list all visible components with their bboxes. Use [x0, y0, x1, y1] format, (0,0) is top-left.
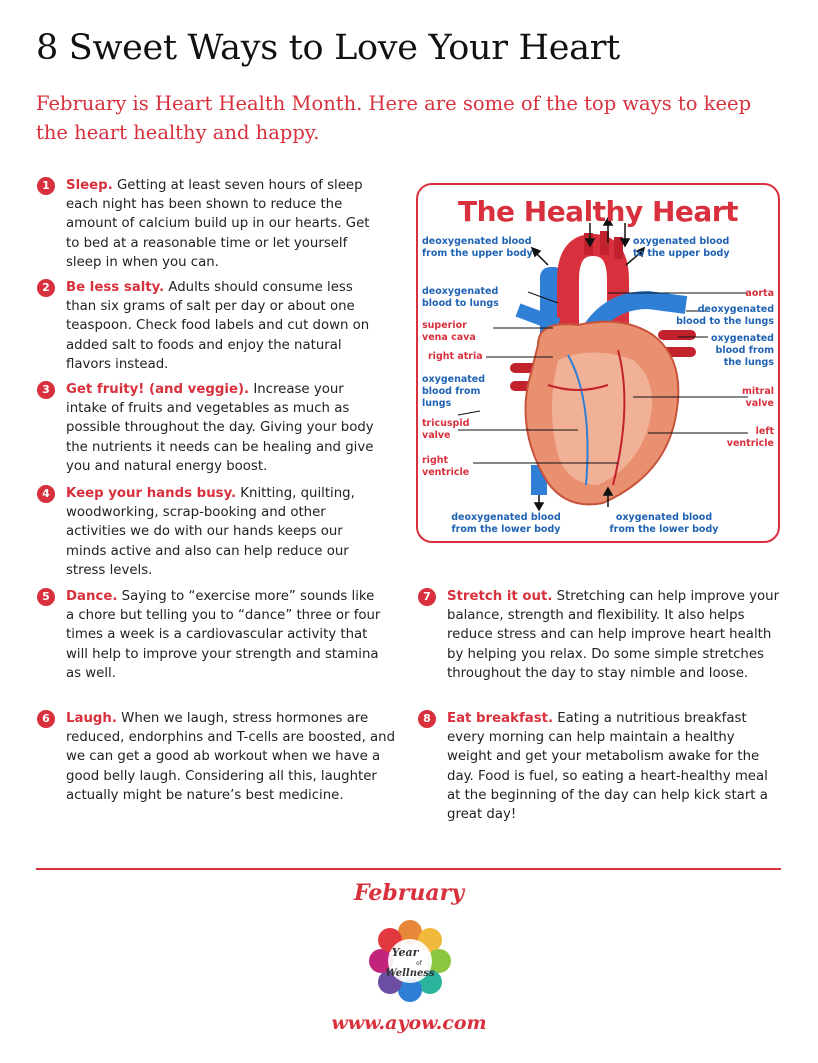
label-tricuspid-valve: tricuspid valve [422, 418, 470, 441]
tip-body: Knitting, quilting, woodworking, scrap-booking and other activities we do with our hands keeps our minds active and also can help reduce our stress levels. [66, 486, 355, 578]
label-mitral-valve: mitral valve [741, 386, 774, 409]
label-right-atria: right atria [428, 351, 483, 362]
tip-number-badge: 6 [37, 710, 55, 728]
logo-text-year: Year [391, 946, 419, 959]
tip-heading: Keep your hands busy. [66, 486, 237, 501]
logo-text-of: of [416, 960, 422, 967]
tip-heading: Laugh. [66, 711, 117, 726]
tip-number-badge: 8 [418, 710, 436, 728]
label-superior-vena-cava: superior vena cava [422, 320, 476, 343]
tip-2 [37, 278, 383, 374]
tip-number-badge: 3 [37, 381, 55, 399]
page-subtitle: February is Heart Health Month. Here are some of the top ways to keep the heart healthy and happy. [36, 92, 752, 144]
label-deoxy-upper: deoxygenated blood from the upper body [422, 236, 533, 259]
label-right-ventricle: right ventricle [422, 455, 470, 478]
label-deoxy-to-lungs: deoxygenated blood to lungs [422, 286, 499, 309]
label-left-ventricle: left ventricle [726, 426, 774, 449]
footer-divider [36, 868, 781, 870]
tip-heading: Get fruity! (and veggie). [66, 382, 250, 397]
footer-month: February [353, 880, 464, 906]
tip-8 [418, 709, 780, 824]
tip-body: Eating a nutritious breakfast every morning can help maintain a healthy weight and get your metabolism awake for the day. Food is fuel, so eating a heart-healthy meal at the beginning of the day can help kick start a great day! [447, 711, 768, 823]
tip-body: Adults should consume less than six grams of salt per day or about one teaspoon. Check food labels and cut down on added salt to foods and enjoy the natural flavors instead. [66, 280, 370, 372]
tip-5 [37, 587, 383, 683]
footer-url[interactable]: www.ayow.com [331, 1012, 487, 1034]
tip-heading: Stretch it out. [447, 589, 553, 604]
heart-diagram-title: The Healthy Heart [457, 195, 739, 228]
pulmonary-vein-right-1 [658, 330, 696, 340]
tip-body: Saying to “exercise more” sounds like a chore but telling you to “dance” three or four times a week is a cardiovascular activity that will help to improve your strength and stamina as well. [66, 589, 381, 681]
tip-heading: Dance. [66, 589, 118, 604]
tip-heading: Sleep. [66, 178, 113, 193]
tip-number-badge: 4 [37, 485, 55, 503]
label-deoxy-to-lungs-right: deoxygenated blood to the lungs [676, 304, 774, 327]
tip-number-badge: 7 [418, 588, 436, 606]
tip-body: Getting at least seven hours of sleep each night has been shown to reduce the amount of calcium build up in our hearts. Get to bed at a reasonable time or let yourself sleep in when you can. [66, 178, 370, 270]
label-oxy-lower: oxygenated blood from the lower body [609, 512, 719, 535]
tip-heading: Be less salty. [66, 280, 165, 295]
logo-petals [369, 920, 451, 1002]
tip-6 [37, 709, 397, 805]
page-title: 8 Sweet Ways to Love Your Heart [36, 28, 620, 68]
label-deoxy-lower: deoxygenated blood from the lower body [451, 512, 561, 535]
label-oxy-from-lungs-left: oxygenated blood from lungs [422, 374, 486, 409]
tip-body: Increase your intake of fruits and vegetables as much as possible throughout the day. Giving your body the nutrients it needs can be healing and give you and natural energy boost. [66, 382, 374, 474]
label-oxy-upper: oxygenated blood to the upper body [633, 236, 730, 259]
tip-number-badge: 5 [37, 588, 55, 606]
label-oxy-from-lungs-right: oxygenated blood from the lungs [710, 333, 774, 368]
tip-number-badge: 2 [37, 279, 55, 297]
heart-diagram-panel [416, 183, 780, 543]
year-of-wellness-logo [367, 918, 453, 1004]
tip-1 [37, 176, 383, 272]
tip-number-badge: 1 [37, 177, 55, 195]
logo-text-wellness: Wellness [385, 968, 435, 979]
tip-body: Stretching can help improve your balance, strength and flexibility. It also helps reduce stress and can help improve heart health by helping you relax. Do some simple stretches throughout the day to stay nimble and loose. [447, 589, 780, 681]
tip-4 [37, 484, 383, 580]
tip-7 [418, 587, 780, 683]
tip-body: When we laugh, stress hormones are reduced, endorphins and T-cells are boosted, and we can get a good ab workout when we have a good belly laugh. Considering all this, laughter actually might be nature’s best medicine. [66, 711, 396, 803]
tip-heading: Eat breakfast. [447, 711, 554, 726]
label-aorta: aorta [745, 288, 774, 299]
tip-3 [37, 380, 383, 476]
